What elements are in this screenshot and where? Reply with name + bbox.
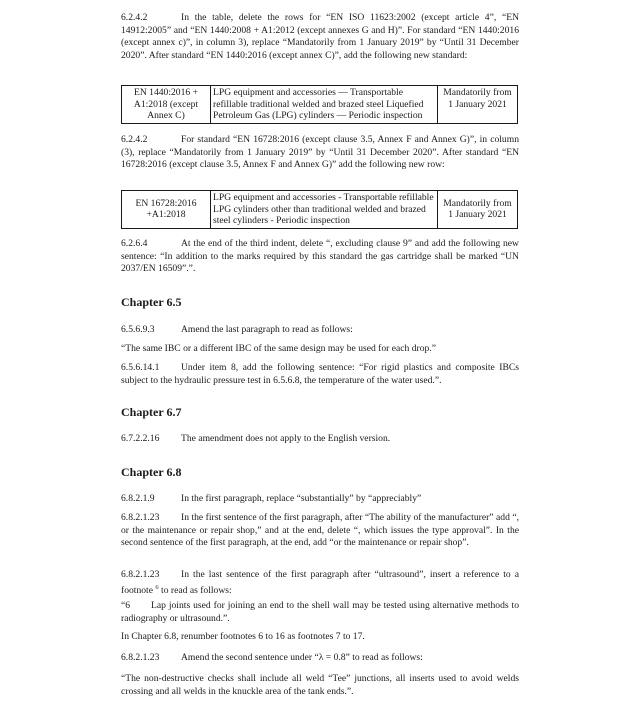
paragraph-text: In the first sentence of the first paragraph, after “The ability of the manufacturer” add “, or the maintenance or repair shop,” and at the end, delete “, which issues the type approval”. In the second sentence of the first paragraph, at the end, add “or the maintenance or repair shop”. <box>121 512 519 549</box>
standards-table-1 <box>121 85 518 124</box>
chapter-heading-6-7: Chapter 6.7 <box>121 405 182 419</box>
applicability-cell: Mandatorily from 1 January 2021 <box>438 191 518 229</box>
renumber-note: In Chapter 6.8, renumber footnotes 6 to 16 as footnotes 7 to 17. <box>121 631 365 642</box>
paragraph-text: Lap joints used for joining an end to the shell wall may be tested using alternative methods to radiography or ultrasound.”. <box>121 600 519 624</box>
paragraph-6-2-4-2-b <box>121 134 519 172</box>
paragraph-text: For standard “EN 16728:2016 (except clause 3.5, Annex F and Annex G)”, in column (3), replace “Mandatorily from 1 January 2019” by “Until 31 December 2020”. After standard “EN 16728:2016 (except clause 3.5, Annex F and Annex G)” add the following new row: <box>121 134 519 171</box>
paragraph-6-5-6-9-3 <box>121 324 519 337</box>
paragraph-number: 6.7.2.2.16 <box>121 433 160 444</box>
paragraph-6-5-6-14-1 <box>121 362 519 387</box>
paragraph-text: Under item 8, add the following sentence: “For rigid plastics and composite IBCs subject to the hydraulic pressure test in 6.5.6.8, the temperature of the water used.”. <box>121 362 519 386</box>
paragraph-text: Amend the second sentence under “λ = 0.8” to read as follows: <box>181 652 423 663</box>
paragraph-number: 6.8.2.1.9 <box>121 493 155 504</box>
standard-title-cell: LPG equipment and accessories - Transportable refillable LPG cylinders other than traditional welded and brazed steel cylinders - Periodic inspection <box>211 191 438 229</box>
paragraph-text: In the last sentence of the first paragraph after “ultrasound”, insert a reference to a footnote <box>121 569 519 596</box>
quoted-text: “The same IBC or a different IBC of the same design may be used for each drop.” <box>121 343 436 354</box>
paragraph-6-8-2-1-23-c <box>121 652 519 665</box>
standard-reference-cell: EN 16728:2016 +A1:2018 <box>122 191 211 229</box>
paragraph-number: 6.2.4.2 <box>121 134 148 145</box>
paragraph-6-8-2-1-23-b <box>121 569 519 597</box>
quoted-text: “The non-destructive checks shall include all weld “Tee” junctions, all inserts used to avoid welds crossing and all welds in the knuckle area of the tank ends.”. <box>121 673 519 697</box>
standard-reference-cell: EN 1440:2016 + A1:2018 (except Annex C) <box>122 86 211 124</box>
footnote-mark: “6 <box>121 600 131 611</box>
standards-table-2 <box>121 190 518 229</box>
applicability-cell: Mandatorily from 1 January 2021 <box>438 86 518 124</box>
chapter-heading-6-5: Chapter 6.5 <box>121 295 182 309</box>
paragraph-number: 6.8.2.1.23 <box>121 569 160 580</box>
paragraph-text: In the table, delete the rows for “EN ISO 11623:2002 (except article 4”, “EN 14912:2005” and “EN 1440:2008 + A1:2012 (except annexes G and H)”. For standard “EN 1440:2016 (except annex c)”, in column 3), replace “Mandatorily from 1 January 2019” by “Until 31 December 2020”. After standard “EN 1440:2016 (except annex C)”, add the following new standard: <box>121 12 519 61</box>
paragraph-text: to read as follows: <box>161 584 232 596</box>
paragraph-text: Amend the last paragraph to read as follows: <box>181 324 353 335</box>
paragraph-text: In the first paragraph, replace “substantially” by “appreciably” <box>181 493 422 504</box>
paragraph-6-8-2-1-9 <box>121 493 519 506</box>
paragraph-number: 6.8.2.1.23 <box>121 652 160 663</box>
paragraph-6-8-2-1-23-a <box>121 512 519 550</box>
table-row <box>122 86 518 124</box>
paragraph-number: 6.5.6.9.3 <box>121 324 155 335</box>
table-row <box>122 191 518 229</box>
paragraph-6-2-6-4 <box>121 238 519 276</box>
paragraph-number: 6.8.2.1.23 <box>121 512 160 523</box>
footnote-reference: 6 <box>155 583 159 591</box>
paragraph-6-7-2-2-16 <box>121 433 519 446</box>
standard-title-cell: LPG equipment and accessories — Transportable refillable traditional welded and brazed steel Liquefied Petroleum Gas (LPG) cylinders — Periodic inspection <box>211 86 438 124</box>
paragraph-number: 6.2.4.2 <box>121 12 148 23</box>
footnote-text <box>121 600 519 625</box>
paragraph-6-2-4-2-a <box>121 12 519 62</box>
paragraph-text: The amendment does not apply to the English version. <box>181 433 391 444</box>
chapter-heading-6-8: Chapter 6.8 <box>121 465 182 479</box>
paragraph-number: 6.5.6.14.1 <box>121 362 160 373</box>
paragraph-number: 6.2.6.4 <box>121 238 148 249</box>
paragraph-text: At the end of the third indent, delete “, excluding clause 9” and add the following new sentence: “In addition to the marks required by this standard the gas cartridge shall be marked “UN 2037/EN 16509”.”. <box>121 238 519 275</box>
